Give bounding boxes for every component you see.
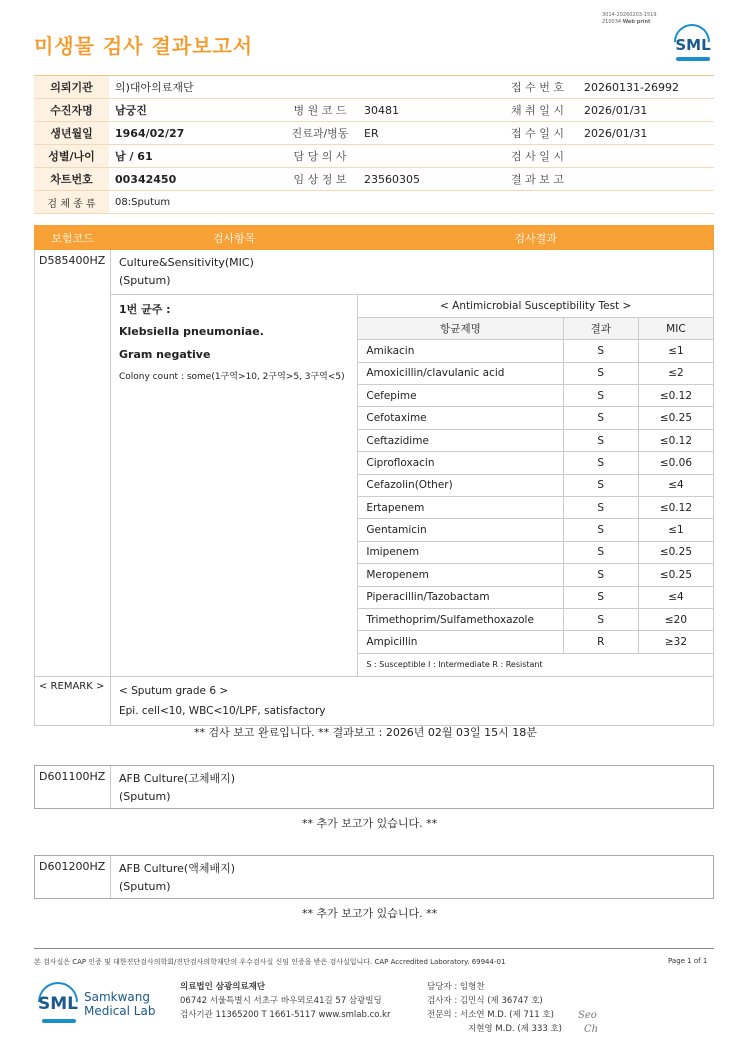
antibiotic-row [358,541,713,563]
colony-count: Colony count : some(1구역>10, 2구역>5, 3구역<5) [118,372,345,383]
antibiotic-name: Ceftazidime [358,429,563,451]
print-info: 3014-20260203-1519 210034 Web print [602,12,657,25]
patient-info-table [34,75,714,214]
isolate-label: 1번 균주 : [118,303,171,316]
antibiotic-name: Meropenem [358,564,563,586]
receipt-no-value: 20260131-26992 [578,76,714,99]
test-date-value [578,145,714,168]
antibiotic-result: S [563,497,638,519]
antibiotic-result: S [563,340,638,362]
dob-value: 1964/02/27 [109,122,282,145]
afb-liquid-item: AFB Culture(액체배지) (Sputum) [119,862,236,893]
antibiotic-mic: ≤0.06 [638,452,713,474]
antibiotic-result: R [563,631,638,653]
antibiotic-result: S [563,519,638,541]
antibiotic-name: Piperacillin/Tazobactam [358,586,563,608]
antibiotic-result: S [563,429,638,451]
antibiotic-row [358,631,713,653]
antibiotic-result: S [563,362,638,384]
antibiotic-name: Trimethoprim/Sulfamethoxazole [358,608,563,630]
name-value: 남궁진 [109,99,282,122]
antibiotic-mic: ≥32 [638,631,713,653]
dept-label: 진료과/병동 [282,122,358,145]
report-title: 미생물 검사 결과보고서 [34,34,254,58]
sex-age-value: 남 / 61 [109,145,282,168]
sex-age-label: 성별/나이 [34,145,109,168]
col-item-header: 검사항목 [110,226,357,250]
afb-liquid-code: D601200HZ [35,856,111,898]
results-table [34,225,714,726]
antibiotic-row [358,452,713,474]
afb-liquid-note: ** 추가 보고가 있습니다. ** [302,907,438,920]
col-code-header: 보험코드 [35,226,111,250]
antibiotic-name: Ampicillin [358,631,563,653]
chart-label: 차트번호 [34,168,109,191]
hospital-code-label: 병 원 코 드 [282,99,358,122]
antibiotic-row [358,407,713,429]
ast-col-name: 항균제명 [358,317,563,339]
remark-text: < Sputum grade 6 > Epi. cell<10, WBC<10/LPF, satisfactory [110,676,713,725]
antibiotic-result: S [563,586,638,608]
afb-solid-box [34,765,714,809]
antibiotic-row [358,586,713,608]
antibiotic-name: Cefotaxime [358,407,563,429]
collect-date-label: 채 취 일 시 [497,99,578,122]
antibiotic-mic: ≤4 [638,474,713,496]
antibiotic-row [358,429,713,451]
antibiotic-row [358,362,713,384]
complete-note: ** 검사 보고 완료입니다. ** 결과보고 : 2026년 02월 03일 15시 18분 [194,726,537,739]
ast-col-mic: MIC [638,317,713,339]
antibiotic-result: S [563,608,638,630]
ast-legend: S : Susceptible I : Intermediate R : Resistant [366,660,543,670]
antibiotic-row [358,564,713,586]
antibiotic-name: Ertapenem [358,497,563,519]
signature-2: Ch [584,1024,599,1035]
antibiotic-result: S [563,385,638,407]
antibiotic-mic: ≤2 [638,362,713,384]
antibiotic-mic: ≤0.12 [638,385,713,407]
collect-date-value: 2026/01/31 [578,99,714,122]
antibiotic-result: S [563,452,638,474]
result-item: Culture&Sensitivity(MIC) (Sputum) [110,250,713,295]
clinical-label: 임 상 정 보 [282,168,358,191]
antibiotic-row [358,519,713,541]
antibiotic-name: Ciprofloxacin [358,452,563,474]
antibiotic-result: S [563,564,638,586]
ast-title: < Antimicrobial Susceptibility Test > [358,295,713,317]
antibiotic-name: Amoxicillin/clavulanic acid [358,362,563,384]
antibiotic-row [358,385,713,407]
accreditation-text: 본 검사실은 CAP 인증 및 대한진단검사의학회/진단검사의학재단의 우수검사실 신임 인증을 받은 검사실입니다. CAP Accredited Laboratory. 69944-01 [34,958,506,966]
specimen-label: 검 체 종 류 [34,191,109,214]
antibiotic-name: Cefazolin(Other) [358,474,563,496]
ast-col-result: 결과 [563,317,638,339]
specimen-value: 08:Sputum [109,191,714,214]
antibiotic-result: S [563,541,638,563]
isolate-info [110,295,357,677]
antibiotic-row [358,474,713,496]
afb-solid-code: D601100HZ [35,766,111,808]
name-label: 수진자명 [34,99,109,122]
antibiotic-mic: ≤1 [638,519,713,541]
antibiotic-result: S [563,474,638,496]
sml-logo: SML [672,24,714,62]
antibiotic-mic: ≤0.25 [638,541,713,563]
footer-sml-logo: SML Samkwang Medical Lab [36,982,156,1026]
antibiotic-mic: ≤0.12 [638,429,713,451]
institution-label: 의뢰기관 [34,76,109,99]
org-info: 의료법인 삼광의료재단 06742 서울특별시 서초구 바우뫼로41길 57 삼광빌딩 검사기관 11365200 T 1661-5117 www.smlab.co.kr [180,982,391,1020]
ast-table [358,295,713,676]
dob-label: 생년월일 [34,122,109,145]
hospital-code-value: 30481 [358,99,497,122]
report-label: 결 과 보 고 [497,168,578,191]
remark-label: < REMARK > [35,676,111,725]
footer-divider [34,948,714,949]
report-value [578,168,714,191]
signature-1: Seo [578,1010,597,1021]
antibiotic-mic: ≤0.25 [638,407,713,429]
antibiotic-mic: ≤4 [638,586,713,608]
antibiotic-mic: ≤0.25 [638,564,713,586]
chart-value: 00342450 [109,168,282,191]
afb-solid-note: ** 추가 보고가 있습니다. ** [302,817,438,830]
receipt-date-value: 2026/01/31 [578,122,714,145]
antibiotic-name: Imipenem [358,541,563,563]
organism-name: Klebsiella pneumoniae. [118,325,264,339]
afb-solid-item: AFB Culture(고체배지) (Sputum) [119,772,236,803]
staff-info: 담당자 : 임형찬 검사자 : 김민식 (제 36747 호) 전문의 : 서소연 M.D. (제 711 호) 지현영 M.D. (제 333 호) [427,982,563,1034]
receipt-no-label: 접 수 번 호 [497,76,578,99]
gram-stain: Gram negative [118,347,211,361]
result-code: D585400HZ [35,250,111,677]
antibiotic-name: Gentamicin [358,519,563,541]
antibiotic-result: S [563,407,638,429]
dept-value: ER [358,122,497,145]
page-number: Page 1 of 1 [668,957,708,965]
antibiotic-name: Amikacin [358,340,563,362]
clinical-value: 23560305 [358,168,497,191]
col-result-header: 검사결과 [358,226,714,250]
antibiotic-name: Cefepime [358,385,563,407]
antibiotic-mic: ≤20 [638,608,713,630]
afb-liquid-box [34,855,714,899]
antibiotic-row [358,608,713,630]
antibiotic-mic: ≤0.12 [638,497,713,519]
antibiotic-row [358,340,713,362]
test-date-label: 검 사 일 시 [497,145,578,168]
antibiotic-mic: ≤1 [638,340,713,362]
ast-cell [358,295,714,677]
institution-value: 의)대아의료재단 [109,76,497,99]
receipt-date-label: 접 수 일 시 [497,122,578,145]
doctor-value [358,145,497,168]
doctor-label: 담 당 의 사 [282,145,358,168]
antibiotic-row [358,497,713,519]
